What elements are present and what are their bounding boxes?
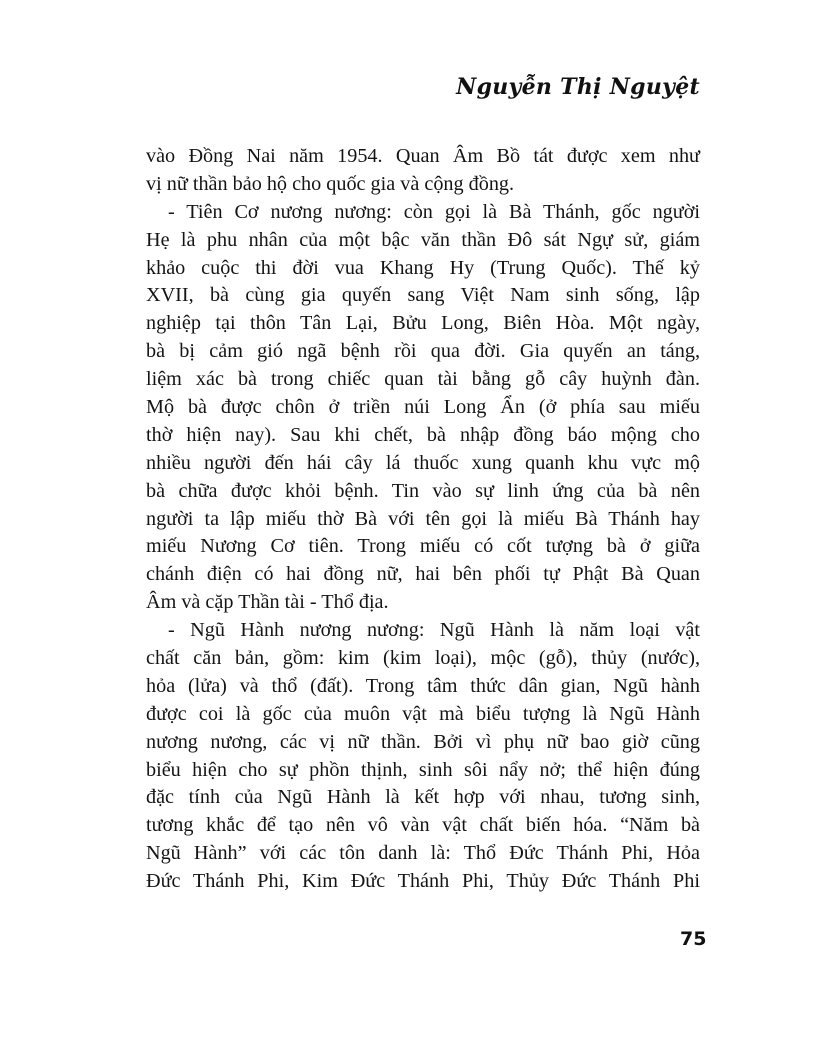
text-line: liệm xác bà trong chiếc quan tài bằng gỗ cây huỳnh đàn. — [146, 368, 700, 391]
running-head-author: Nguyễn Thị Nguyệt — [456, 74, 700, 100]
text-line: biểu hiện cho sự phồn thịnh, sinh sôi nẩy nở; thể hiện đúng — [146, 758, 700, 781]
text-line: - Ngũ Hành nương nương: Ngũ Hành là năm loại vật — [168, 619, 700, 642]
text-line: chất căn bản, gồm: kim (kim loại), mộc (gỗ), thủy (nước), — [146, 647, 700, 670]
text-line: Đức Thánh Phi, Kim Đức Thánh Phi, Thủy Đức Thánh Phi — [146, 870, 700, 893]
text-line: vị nữ thần bảo hộ cho quốc gia và cộng đồng. — [146, 172, 515, 195]
body-text — [146, 143, 700, 896]
text-line: XVII, bà cùng gia quyến sang Việt Nam sinh sống, lập — [146, 284, 700, 307]
text-line: bà bị cảm gió ngã bệnh rồi qua đời. Gia quyến an táng, — [146, 340, 700, 363]
text-line: người ta lập miếu thờ Bà với tên gọi là miếu Bà Thánh hay — [146, 507, 700, 530]
text-line: Hẹ là phu nhân của một bậc văn thần Đô sát Ngự sử, giám — [146, 228, 700, 251]
text-line: - Tiên Cơ nương nương: còn gọi là Bà Thánh, gốc người — [168, 200, 700, 223]
page-number: 75 — [680, 928, 707, 950]
text-line: miếu Nương Cơ tiên. Trong miếu có cốt tượng bà ở giữa — [146, 535, 700, 558]
text-line: Mộ bà được chôn ở triền núi Long Ẩn (ở phía sau miếu — [146, 396, 700, 419]
text-line: tương khắc để tạo nên vô vàn vật chất biến hóa. “Năm bà — [146, 814, 700, 837]
text-line: chánh điện có hai đồng nữ, hai bên phối tự Phật Bà Quan — [146, 563, 700, 586]
text-line: được coi là gốc của muôn vật mà biểu tượng là Ngũ Hành — [146, 702, 700, 725]
text-line: nương nương, các vị nữ thần. Bởi vì phụ nữ bao giờ cũng — [146, 730, 700, 753]
text-line: khảo cuộc thi đời vua Khang Hy (Trung Quốc). Thế kỷ — [146, 256, 700, 279]
text-line: Âm và cặp Thần tài - Thổ địa. — [146, 591, 389, 614]
text-line: nghiệp tại thôn Tân Lại, Bửu Long, Biên Hòa. Một ngày, — [146, 312, 700, 335]
text-line: đặc tính của Ngũ Hành là kết hợp với nhau, tương sinh, — [146, 786, 700, 809]
text-line: vào Đồng Nai năm 1954. Quan Âm Bồ tát được xem như — [146, 145, 700, 167]
text-line: thờ hiện nay). Sau khi chết, bà nhập đồng báo mộng cho — [146, 423, 700, 446]
text-line: nhiều người đến hái cây lá thuốc xung quanh khu vực mộ — [146, 451, 700, 474]
text-line: hỏa (lửa) và thổ (đất). Trong tâm thức dân gian, Ngũ hành — [146, 674, 700, 697]
text-line: Ngũ Hành” với các tôn danh là: Thổ Đức Thánh Phi, Hỏa — [146, 842, 700, 865]
text-line: bà chữa được khỏi bệnh. Tin vào sự linh ứng của bà nên — [146, 479, 700, 502]
